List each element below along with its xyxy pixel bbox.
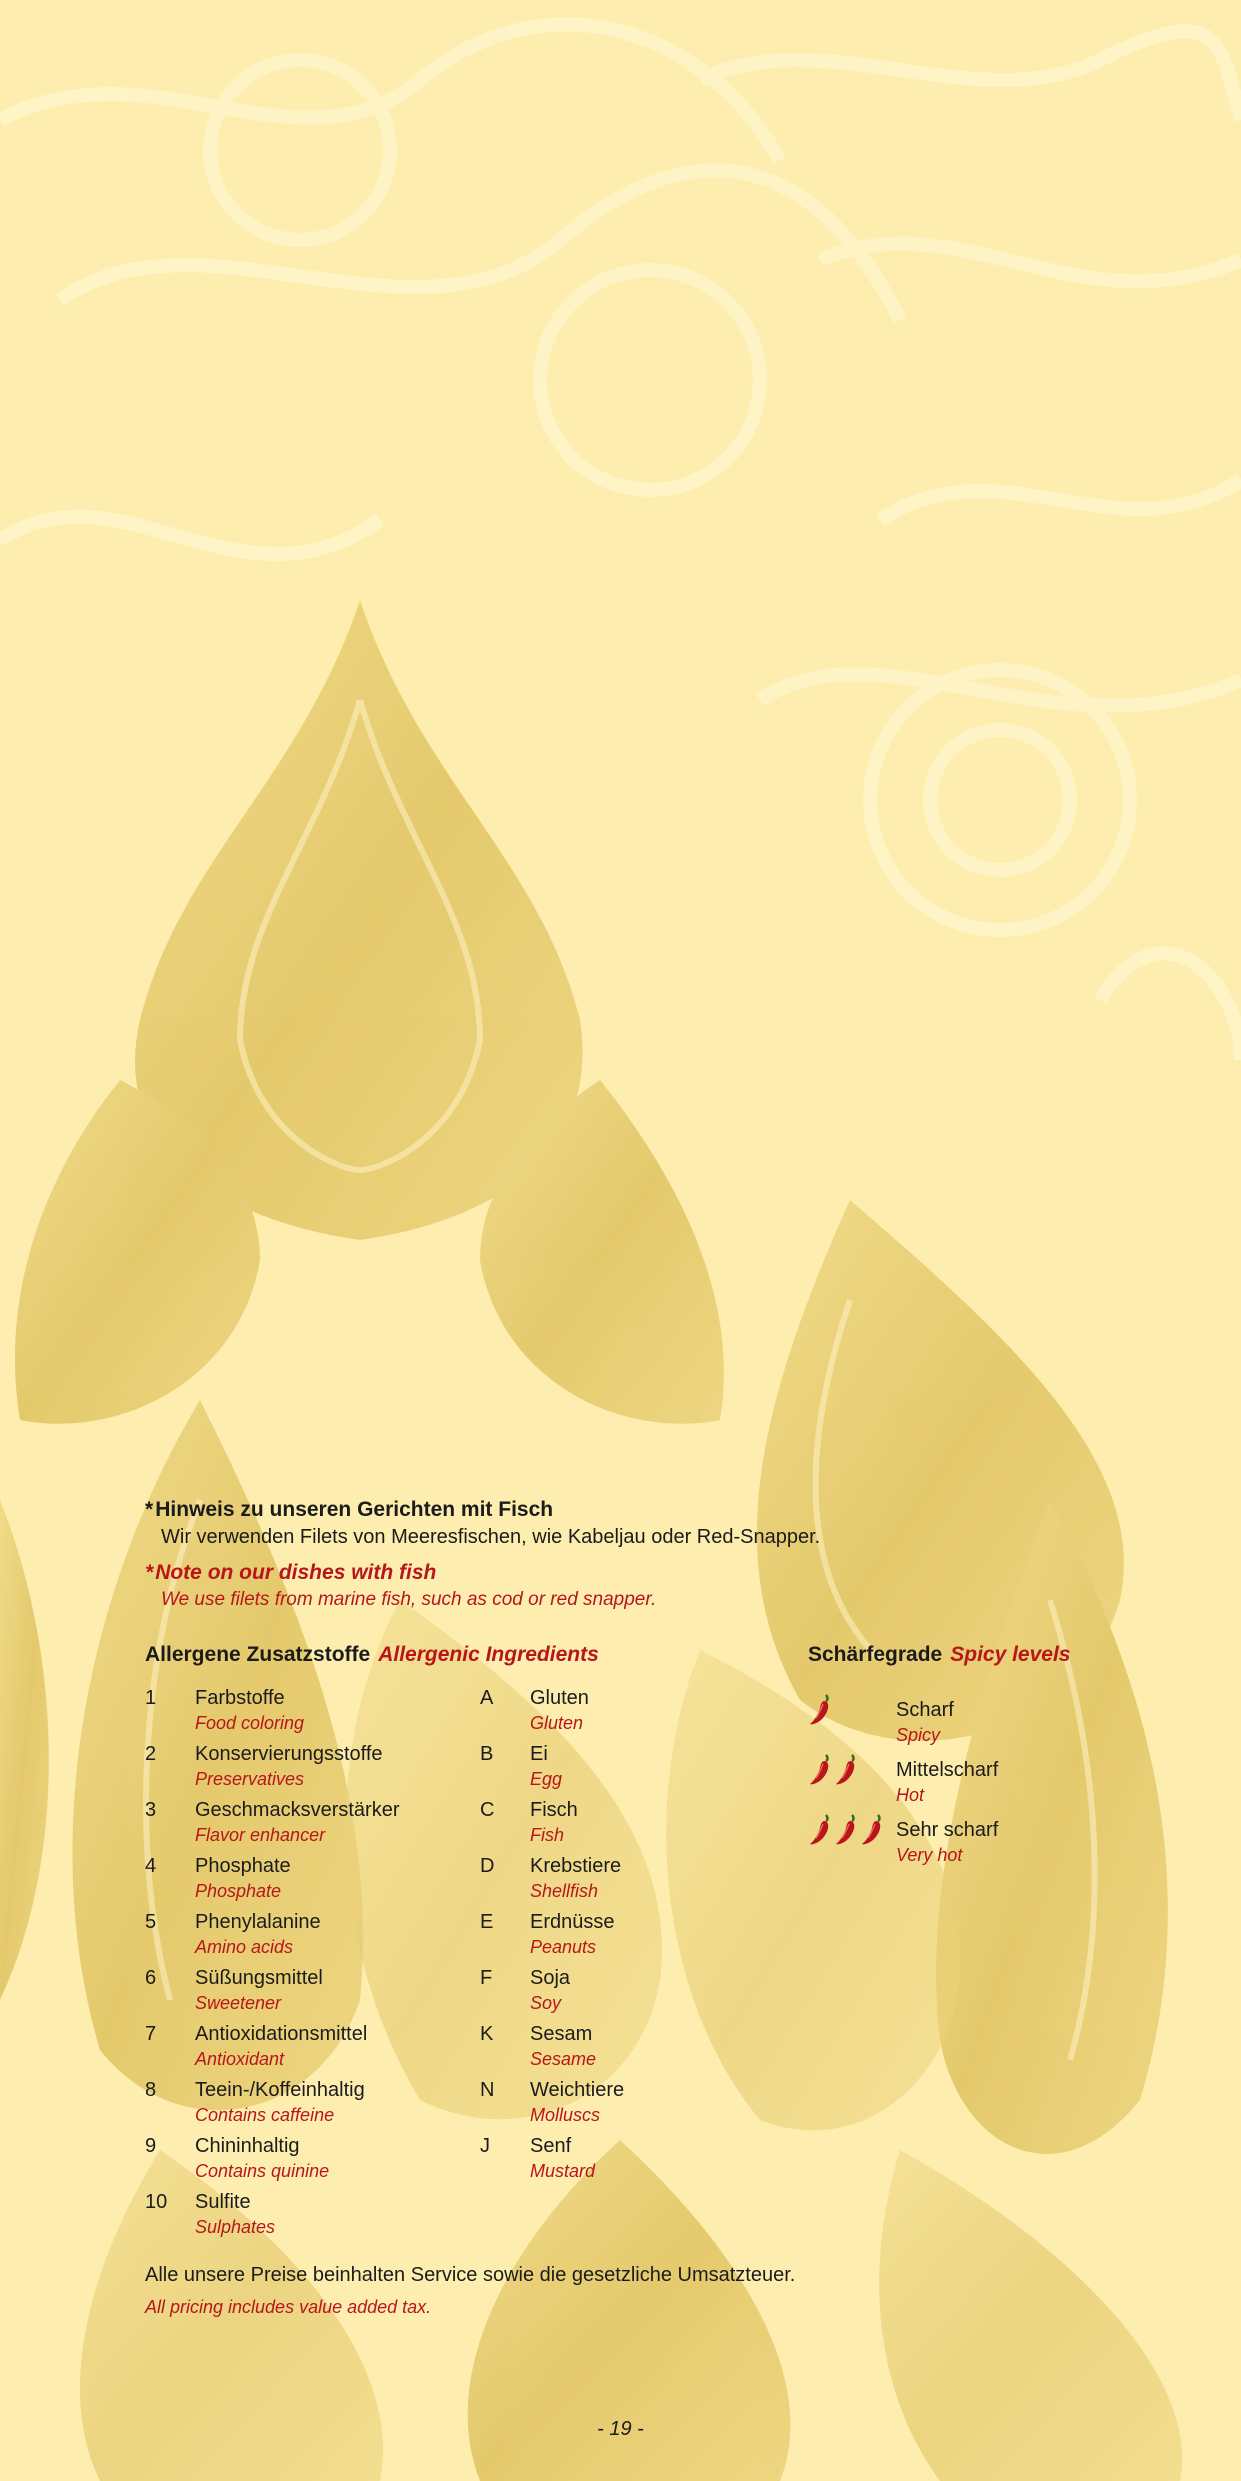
- spicy-level-en: Hot: [896, 1785, 925, 1805]
- allergen-de: Soja: [530, 1967, 571, 1989]
- spicy-level-de: Mittelscharf: [896, 1759, 999, 1781]
- additive-de: Konservierungsstoffe: [195, 1743, 383, 1765]
- fish-note-german: [145, 1498, 820, 1549]
- spicy-level-en: Spicy: [896, 1725, 941, 1745]
- additive-en: Contains quinine: [195, 2161, 330, 2181]
- peppers-group: [808, 1813, 886, 1852]
- asterisk: *: [145, 1498, 154, 1521]
- additive-de: Chininhaltig: [195, 2135, 300, 2157]
- allergen-code: D: [480, 1855, 495, 1877]
- allergen-code: F: [480, 1967, 493, 1989]
- allergen-de: Erdnüsse: [530, 1911, 615, 1933]
- allergen-en: Egg: [530, 1769, 563, 1789]
- additive-en: Food coloring: [195, 1713, 305, 1733]
- spicy-level-item: [808, 1759, 1108, 1815]
- allergen-de: Krebstiere: [530, 1855, 622, 1877]
- allergen-de: Sesam: [530, 2023, 593, 2045]
- allergens-heading-de: Allergene Zusatzstoffe: [145, 1643, 371, 1666]
- additive-code: 9: [145, 2135, 157, 2157]
- allergen-en: Sesame: [530, 2049, 597, 2069]
- chili-pepper-icon: [834, 1813, 860, 1847]
- fish-note-title-de: *Hinweis zu unseren Gerichten mit Fisch: [145, 1498, 554, 1521]
- chili-pepper-icon: [808, 1813, 834, 1847]
- additive-en: Sweetener: [195, 1993, 282, 2013]
- allergen-code: B: [480, 1743, 494, 1765]
- additive-de: Teein-/Koffeinhaltig: [195, 2079, 365, 2101]
- spicy-level-de: Sehr scharf: [896, 1819, 999, 1841]
- additive-de: Phenylalanine: [195, 1911, 321, 1933]
- allergen-en: Molluscs: [530, 2105, 601, 2125]
- additive-en: Sulphates: [195, 2217, 276, 2237]
- allergen-de: Gluten: [530, 1687, 589, 1709]
- peppers-group: [808, 1693, 834, 1732]
- chili-pepper-icon: [860, 1813, 886, 1847]
- additive-de: Phosphate: [195, 1855, 291, 1877]
- additive-de: Geschmacksverstärker: [195, 1799, 400, 1821]
- allergen-de: Weichtiere: [530, 2079, 625, 2101]
- additive-de: Antioxidationsmittel: [195, 2023, 368, 2045]
- spicy-heading-de: Schärfegrade: [808, 1643, 943, 1666]
- additive-en: Amino acids: [195, 1937, 294, 1957]
- additive-de: Sulfite: [195, 2191, 251, 2213]
- additive-en: Phosphate: [195, 1881, 282, 1901]
- additive-code: 2: [145, 1743, 157, 1765]
- spicy-level-item: [808, 1819, 1108, 1875]
- additive-code: 6: [145, 1967, 157, 1989]
- additive-code: 4: [145, 1855, 157, 1877]
- spicy-level-de: Scharf: [896, 1699, 954, 1721]
- additive-code: 3: [145, 1799, 157, 1821]
- allergens-heading: [145, 1643, 599, 1667]
- spicy-heading: [808, 1643, 1070, 1667]
- additive-code: 5: [145, 1911, 157, 1933]
- allergen-code: E: [480, 1911, 494, 1933]
- allergen-code: A: [480, 1687, 494, 1709]
- allergen-code: C: [480, 1799, 495, 1821]
- additive-en: Antioxidant: [195, 2049, 285, 2069]
- additive-en: Contains caffeine: [195, 2105, 335, 2125]
- additive-code: 7: [145, 2023, 157, 2045]
- peppers-group: [808, 1753, 860, 1792]
- additive-en: Flavor enhancer: [195, 1825, 326, 1845]
- allergen-en: Soy: [530, 1993, 562, 2013]
- pricing-note-de: Alle unsere Preise beinhalten Service sowie die gesetzliche Umsatzteuer.: [145, 2264, 796, 2286]
- chili-pepper-icon: [834, 1753, 860, 1787]
- pricing-footer: [145, 2264, 795, 2318]
- allergen-en: Fish: [530, 1825, 565, 1845]
- spicy-level-item: [808, 1699, 1108, 1755]
- chili-pepper-icon: [808, 1693, 834, 1727]
- additive-code: 8: [145, 2079, 157, 2101]
- additive-de: Süßungsmittel: [195, 1967, 323, 1989]
- allergen-de: Ei: [530, 1743, 548, 1765]
- page-number: - 19 -: [597, 2418, 644, 2440]
- allergen-en: Peanuts: [530, 1937, 597, 1957]
- allergen-code: K: [480, 2023, 494, 2045]
- chili-pepper-icon: [808, 1753, 834, 1787]
- fish-note-title-en: *Note on our dishes with fish: [145, 1561, 437, 1584]
- pricing-note-en: All pricing includes value added tax.: [145, 2297, 432, 2317]
- allergen-en: Mustard: [530, 2161, 596, 2181]
- spicy-heading-en: Spicy levels: [950, 1643, 1071, 1666]
- allergen-de: Fisch: [530, 1799, 578, 1821]
- allergen-en: Shellfish: [530, 1881, 599, 1901]
- additive-code: 10: [145, 2191, 168, 2213]
- additive-de: Farbstoffe: [195, 1687, 285, 1709]
- additive-code: 1: [145, 1687, 157, 1709]
- allergen-de: Senf: [530, 2135, 572, 2157]
- fish-note-body-en: We use filets from marine fish, such as cod or red snapper.: [161, 1589, 657, 1610]
- additive-en: Preservatives: [195, 1769, 305, 1789]
- allergens-heading-en: Allergenic Ingredients: [378, 1643, 599, 1666]
- allergen-code: N: [480, 2079, 495, 2101]
- allergen-code: J: [480, 2135, 490, 2157]
- asterisk: *: [145, 1561, 154, 1584]
- allergen-en: Gluten: [530, 1713, 584, 1733]
- spicy-level-en: Very hot: [896, 1845, 963, 1865]
- fish-note-english: [145, 1561, 656, 1611]
- fish-note-body-de: Wir verwenden Filets von Meeresfischen, wie Kabeljau oder Red-Snapper.: [161, 1526, 821, 1548]
